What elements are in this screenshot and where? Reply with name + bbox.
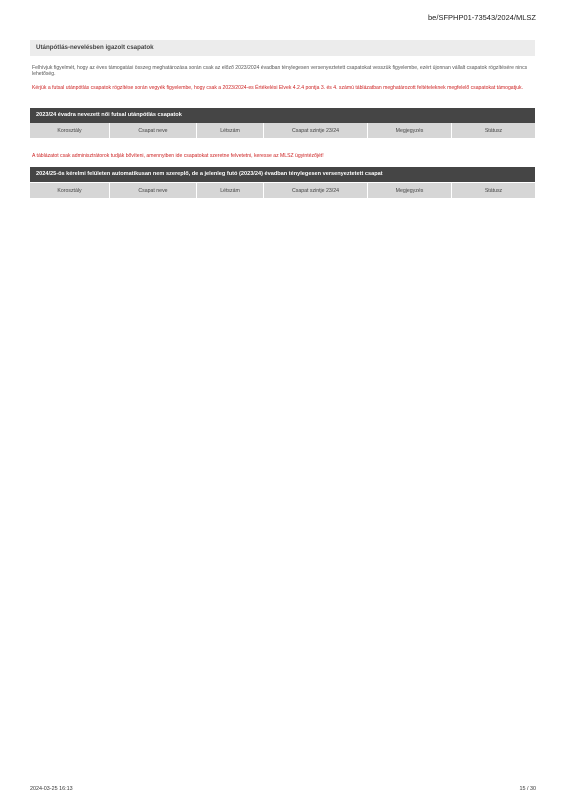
- column-header-megjegyzes[interactable]: Megjegyzés: [368, 183, 452, 198]
- column-header-csapat-szintje[interactable]: Csapat szintje 23/24: [264, 123, 368, 138]
- column-header-csapat-szintje[interactable]: Csapat szintje 23/24: [264, 183, 368, 198]
- table-title-2023-24: 2023/24 évadra nevezett női futsal utánpótlás csapatok: [30, 108, 535, 123]
- document-id: be/SFPHP01-73543/2024/MLSZ: [428, 13, 536, 22]
- column-header-csapat-neve[interactable]: Csapat neve: [110, 123, 197, 138]
- column-header-statusz[interactable]: Státusz: [484, 127, 503, 134]
- table-header-row: [30, 183, 535, 198]
- intro-text: Felhívjuk figyelmét, hogy az éves támogatási összeg meghatározása során csak az előző 2023/2024 évadban ténylegesen versenyeztetett csapatokat vesszük figyelembe, ezért újonnan vállalt csapatok rögzítésére nincs lehetőség.: [32, 65, 528, 78]
- footer-timestamp: 2024-03-25 16:13: [30, 786, 73, 792]
- table-title-2024-25: 2024/25-ös kérelmi felületen automatikusan nem szereplő, de a jelenleg futó (2023/24) évadban ténylegesen versenyeztetett csapat: [30, 167, 535, 182]
- column-header-letszam[interactable]: Létszám: [197, 183, 264, 198]
- column-header-megjegyzes[interactable]: Megjegyzés: [368, 123, 452, 138]
- column-header-csapat-neve[interactable]: Csapat neve: [110, 183, 197, 198]
- column-header-letszam[interactable]: Létszám: [197, 123, 264, 138]
- warning-text-futsal: Kérjük a futsal utánpótlás csapatok rögzítése során vegyék figyelembe, hogy csak a 2023/2024-es Értékelési Elvek 4.2.4 pontja 3. és 4. számú táblázatban meghatározott feltételeknek megfelelő csapatokat támogatjuk.: [32, 85, 523, 91]
- column-header-korosztaly[interactable]: Korosztály: [30, 183, 110, 198]
- table-header-row: [30, 123, 535, 138]
- page-number: 15 / 30: [519, 786, 536, 792]
- column-header-statusz[interactable]: Státusz: [484, 187, 503, 194]
- column-header-korosztaly[interactable]: Korosztály: [30, 123, 110, 138]
- warning-text-admin: A táblázatot csak adminisztrátorok tudják bővíteni, amennyiben ide csapatokat szeretne felvetetni, keresse az MLSZ ügyintézőjét!: [32, 153, 324, 159]
- section-title: Utánpótlás-nevelésben igazolt csapatok: [30, 40, 535, 56]
